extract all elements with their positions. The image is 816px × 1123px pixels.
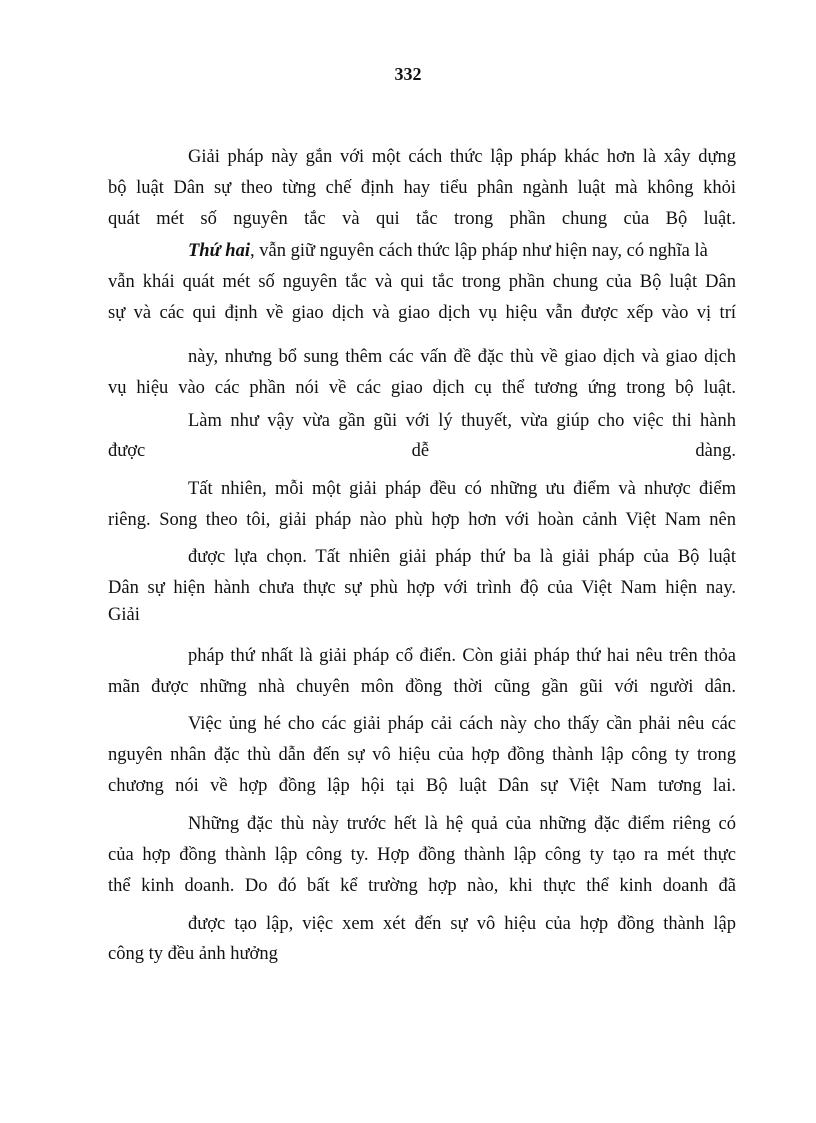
text-line: riêng. Song theo tôi, giải pháp nào phù hợp hơn với hoàn cảnh Việt Nam nên: [108, 510, 736, 530]
emphasis-text: Thứ hai: [188, 241, 250, 261]
text-line: Tất nhiên, mỗi một giải pháp đều có những ưu điểm và nhược điểm: [188, 479, 736, 499]
text-line: được tạo lập, việc xem xét đến sự vô hiệu của hợp đồng thành lập: [188, 914, 736, 934]
text-word: dàng.: [695, 441, 736, 461]
text-line: Giải pháp này gắn với một cách thức lập pháp khác hơn là xây dựng: [188, 147, 736, 167]
text-line: [108, 439, 736, 463]
text-line: công ty đều ảnh hưởng: [108, 944, 278, 964]
text-line: [188, 239, 736, 263]
text-line: được lựa chọn. Tất nhiên giải pháp thứ ba là giải pháp của Bộ luật: [188, 547, 736, 567]
text-line: thể kinh doanh. Do đó bất kể trường hợp nào, khi thực thể kinh doanh đã: [108, 876, 736, 896]
text-run: , vẫn giữ nguyên cách thức lập pháp như hiện nay, có nghĩa là: [249, 241, 708, 261]
text-line: pháp thứ nhất là giải pháp cổ điển. Còn giải pháp thứ hai nêu trên thỏa: [188, 646, 736, 666]
text-line: quát mét số nguyên tắc và qui tắc trong phần chung của Bộ luật.: [108, 209, 736, 229]
text-line: Việc ủng hé cho các giải pháp cải cách này cho thấy cần phải nêu các: [188, 714, 736, 734]
text-line: Dân sự hiện hành chưa thực sự phù hợp với trình độ của Việt Nam hiện nay.: [108, 578, 736, 598]
text-line: sự và các qui định về giao dịch và giao dịch vụ hiệu vẫn được xếp vào vị trí: [108, 303, 736, 323]
text-line: Những đặc thù này trước hết là hệ quả của những đặc điểm riêng có: [188, 814, 736, 834]
text-line: này, nhưng bổ sung thêm các vấn đề đặc thù về giao dịch và giao dịch: [188, 347, 736, 367]
text-line: vụ hiệu vào các phần nói về các giao dịch cụ thể tương ứng trong bộ luật.: [108, 378, 736, 398]
text-line: nguyên nhân đặc thù dẫn đến sự vô hiệu của hợp đồng thành lập công ty trong: [108, 745, 736, 765]
text-line: mãn được những nhà chuyên môn đồng thời cũng gần gũi với người dân.: [108, 677, 736, 697]
text-line: bộ luật Dân sự theo từng chế định hay tiểu phân ngành luật mà không khỏi: [108, 178, 736, 198]
text-line: vẫn khái quát mét số nguyên tắc và qui tắc trong phần chung của Bộ luật Dân: [108, 272, 736, 292]
text-line: của hợp đồng thành lập công ty. Hợp đồng thành lập công ty tạo ra mét thực: [108, 845, 736, 865]
text-line: Làm như vậy vừa gần gũi với lý thuyết, vừa giúp cho việc thi hành: [188, 411, 736, 431]
text-word: được: [108, 441, 146, 461]
text-line: Giải: [108, 605, 140, 625]
page-number: 332: [394, 64, 422, 84]
text-word: dễ: [411, 441, 430, 461]
text-line: chương nói về hợp đồng lập hội tại Bộ luật Dân sự Việt Nam tương lai.: [108, 776, 736, 796]
